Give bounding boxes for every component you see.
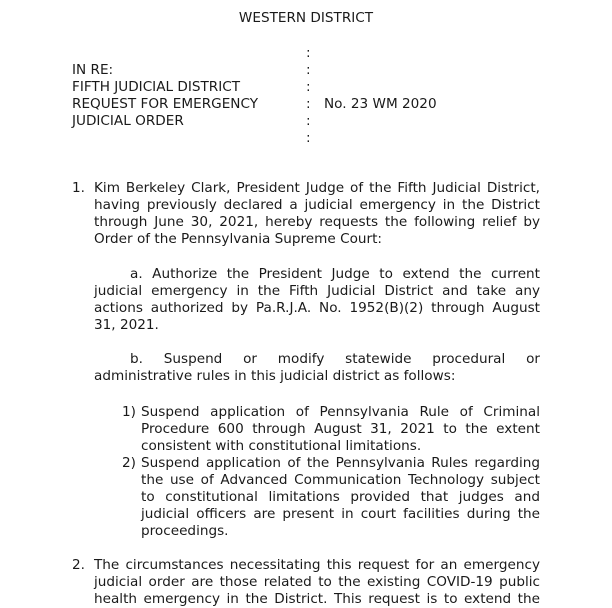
paragraph-line: having previously declared a judicial emergency in the District — [94, 197, 540, 213]
caption-line: JUDICIAL ORDER — [72, 113, 184, 129]
paragraph-line: The circumstances necessitating this request for an emergency — [94, 557, 540, 573]
docket-number: No. 23 WM 2020 — [324, 96, 437, 112]
list-item-number: 2) — [122, 455, 136, 471]
paragraph-line: 31, 2021. — [94, 317, 159, 333]
list-item-number: 1) — [122, 404, 136, 420]
list-item-line: Procedure 600 through August 31, 2021 to the extent — [141, 421, 540, 437]
list-item-line: the use of Advanced Communication Technology subject — [141, 472, 540, 488]
paragraph-line: b. Suspend or modify statewide procedural or — [130, 351, 540, 367]
paragraph-line: a. Authorize the President Judge to extend the current — [130, 266, 540, 282]
paragraph-line: through June 30, 2021, hereby requests the following relief by — [94, 214, 540, 230]
paragraph-number: 1. — [72, 180, 85, 196]
paragraph-line: administrative rules in this judicial district as follows: — [94, 368, 456, 384]
paragraph-line: Order of the Pennsylvania Supreme Court: — [94, 231, 383, 247]
paragraph-line: Kim Berkeley Clark, President Judge of the Fifth Judicial District, — [94, 180, 540, 196]
caption-line: IN RE: — [72, 62, 114, 78]
list-item-line: judicial officers are present in court facilities during the — [141, 506, 540, 522]
paragraph-line: judicial emergency in the Fifth Judicial District and take any — [94, 283, 540, 299]
paragraph-line: judicial order are those related to the existing COVID-19 public — [94, 574, 540, 590]
list-item-line: Suspend application of the Pennsylvania Rules regarding — [141, 455, 540, 471]
list-item-line: Suspend application of Pennsylvania Rule of Criminal — [141, 404, 540, 420]
list-item-line: to constitutional limitations provided that judges and — [141, 489, 540, 505]
list-item-line: proceedings. — [141, 523, 229, 539]
district-heading: WESTERN DISTRICT — [238, 10, 374, 26]
caption-line: REQUEST FOR EMERGENCY — [72, 96, 259, 112]
caption-line: FIFTH JUDICIAL DISTRICT — [72, 79, 241, 95]
list-item-line: consistent with constitutional limitations. — [141, 438, 422, 454]
paragraph-number: 2. — [72, 557, 85, 573]
paragraph-line: health emergency in the District. This request is to extend the — [94, 591, 540, 607]
paragraph-line: actions authorized by Pa.R.J.A. No. 1952(B)(2) through August — [94, 300, 540, 316]
